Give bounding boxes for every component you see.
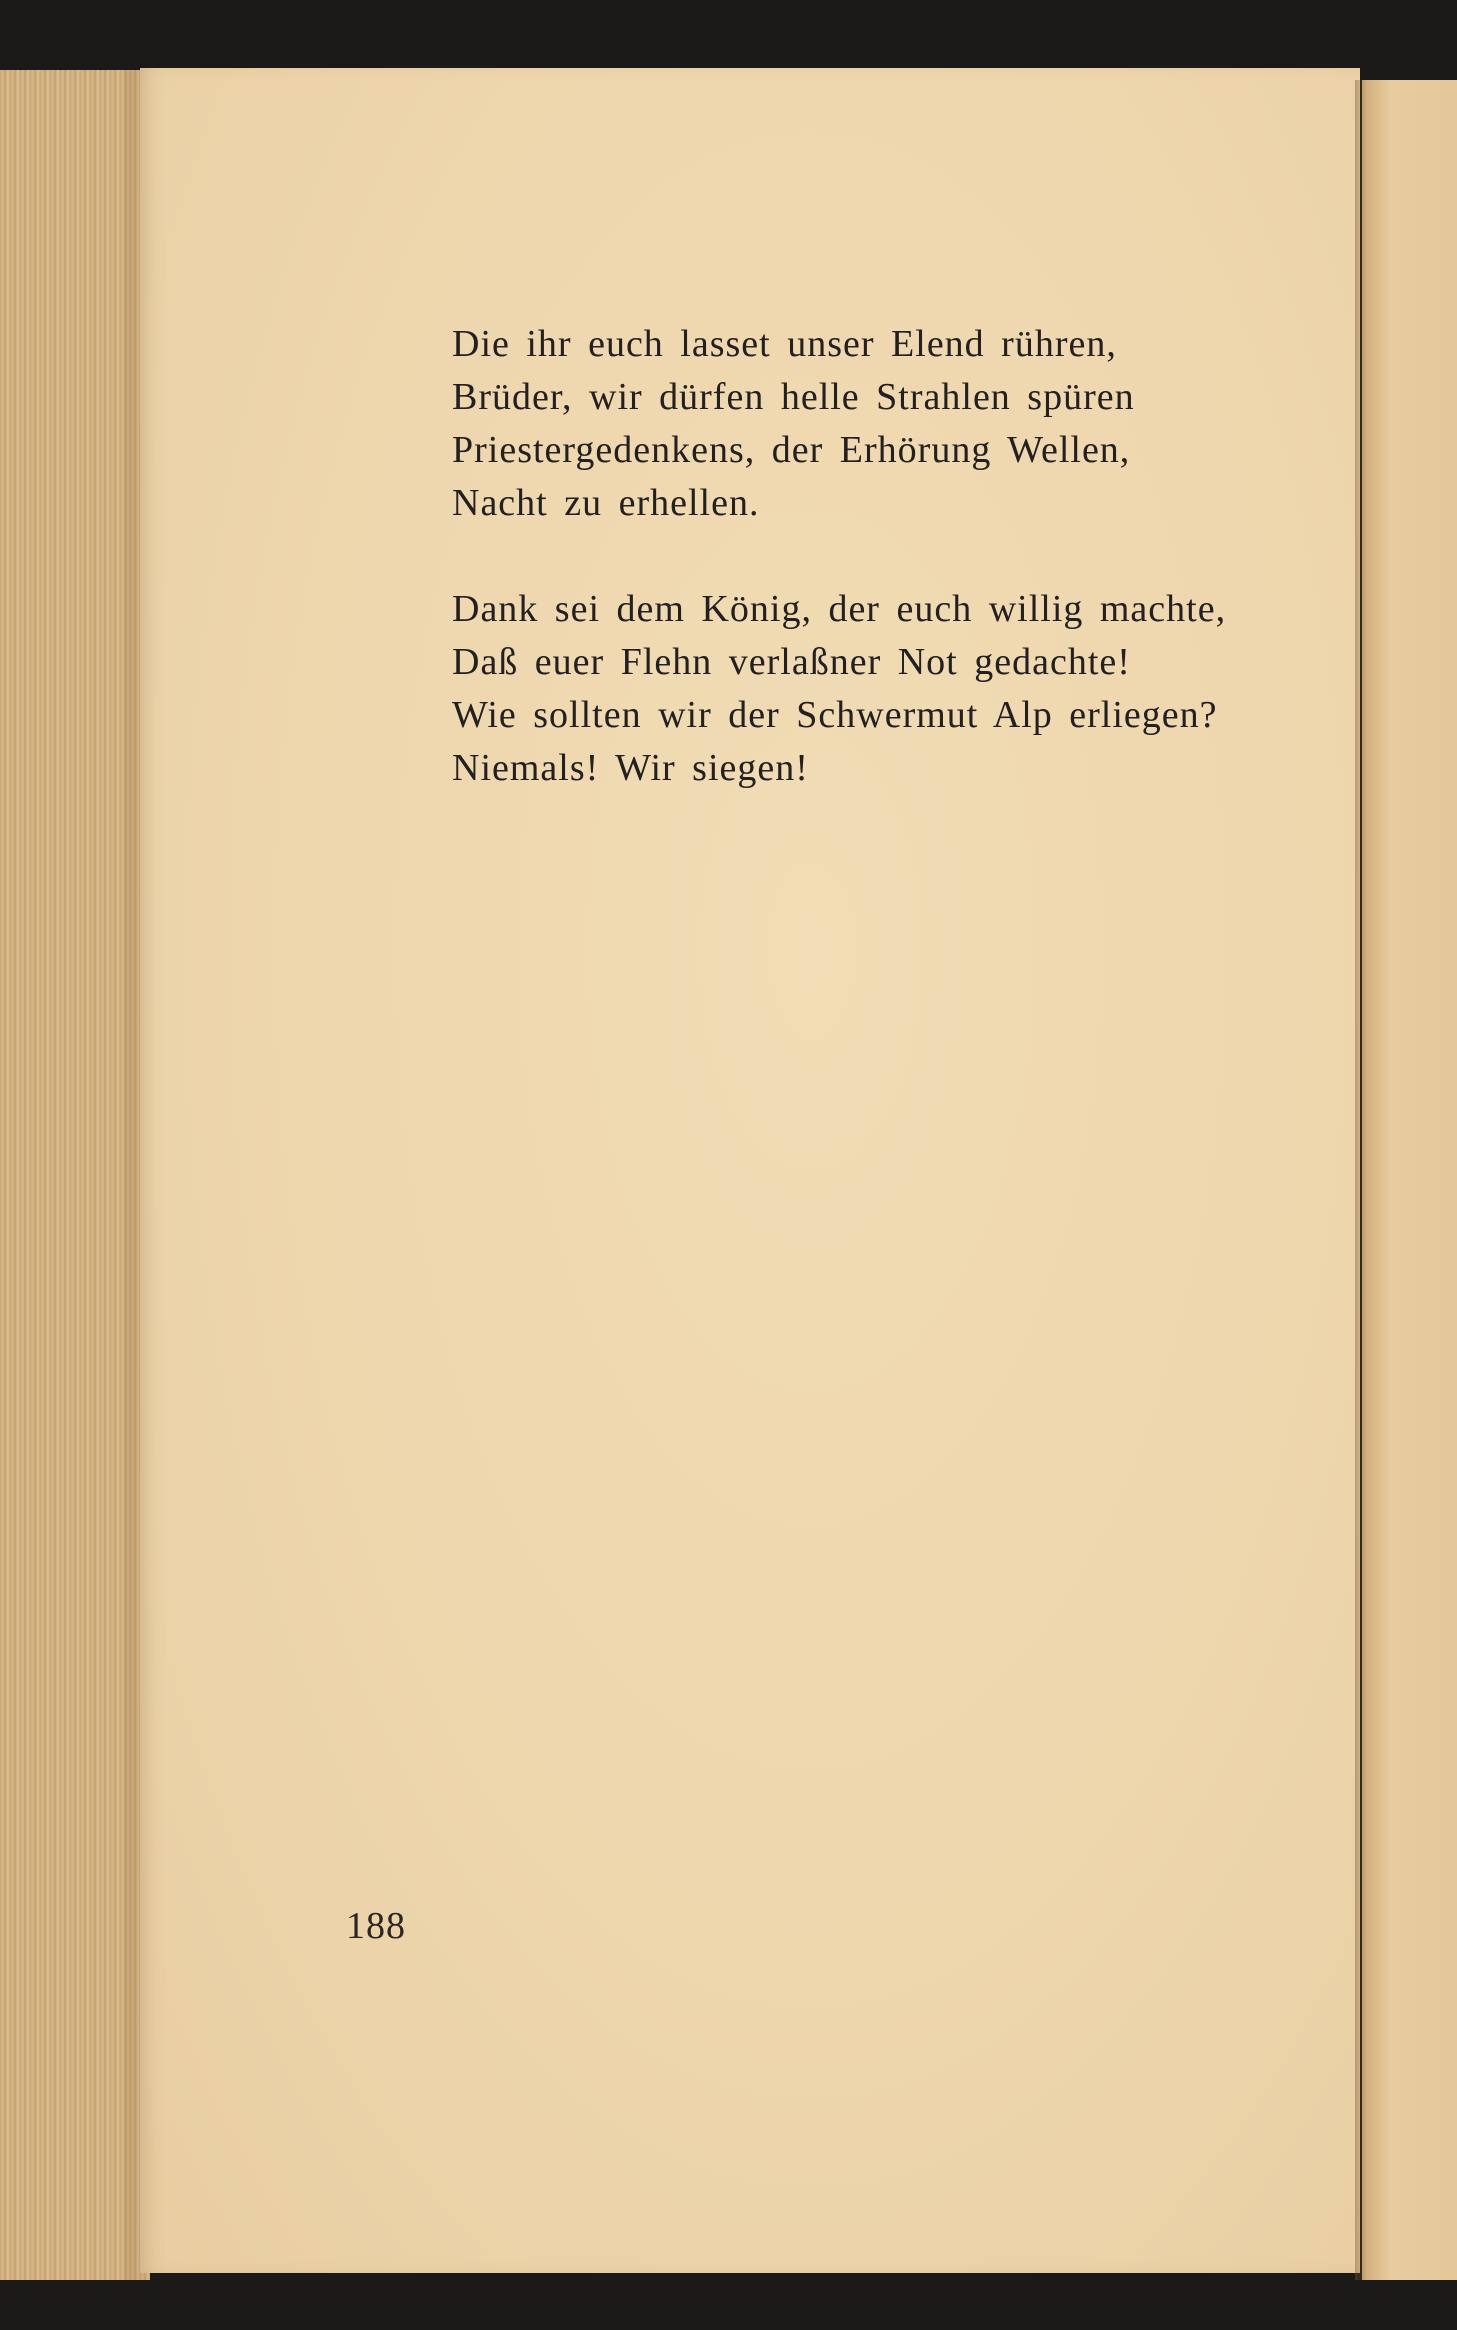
poem-line: Wie sollten wir der Schwermut Alp erliegen? [452,694,1218,736]
poem-line: Daß euer Flehn verlaßner Not gedachte! [452,641,1131,683]
page-number: 188 [346,1905,406,1947]
poem-line: Dank sei dem König, der euch willig machte, [452,588,1227,630]
poem-line: Die ihr euch lasset unser Elend rühren, [452,323,1117,365]
poem-line: Niemals! Wir siegen! [452,747,809,789]
page-edges-left [0,70,150,2280]
opposite-page-edge [1362,80,1457,2280]
poem-text [452,318,1352,848]
poem-line: Priestergedenkens, der Erhörung Wellen, [452,429,1131,471]
poem-line: Brüder, wir dürfen helle Strahlen spüren [452,376,1135,418]
stanza-2 [452,583,1352,795]
stanza-1 [452,318,1352,530]
poem-line: Nacht zu erhellen. [452,482,760,524]
gutter-shadow [1355,80,1367,2280]
